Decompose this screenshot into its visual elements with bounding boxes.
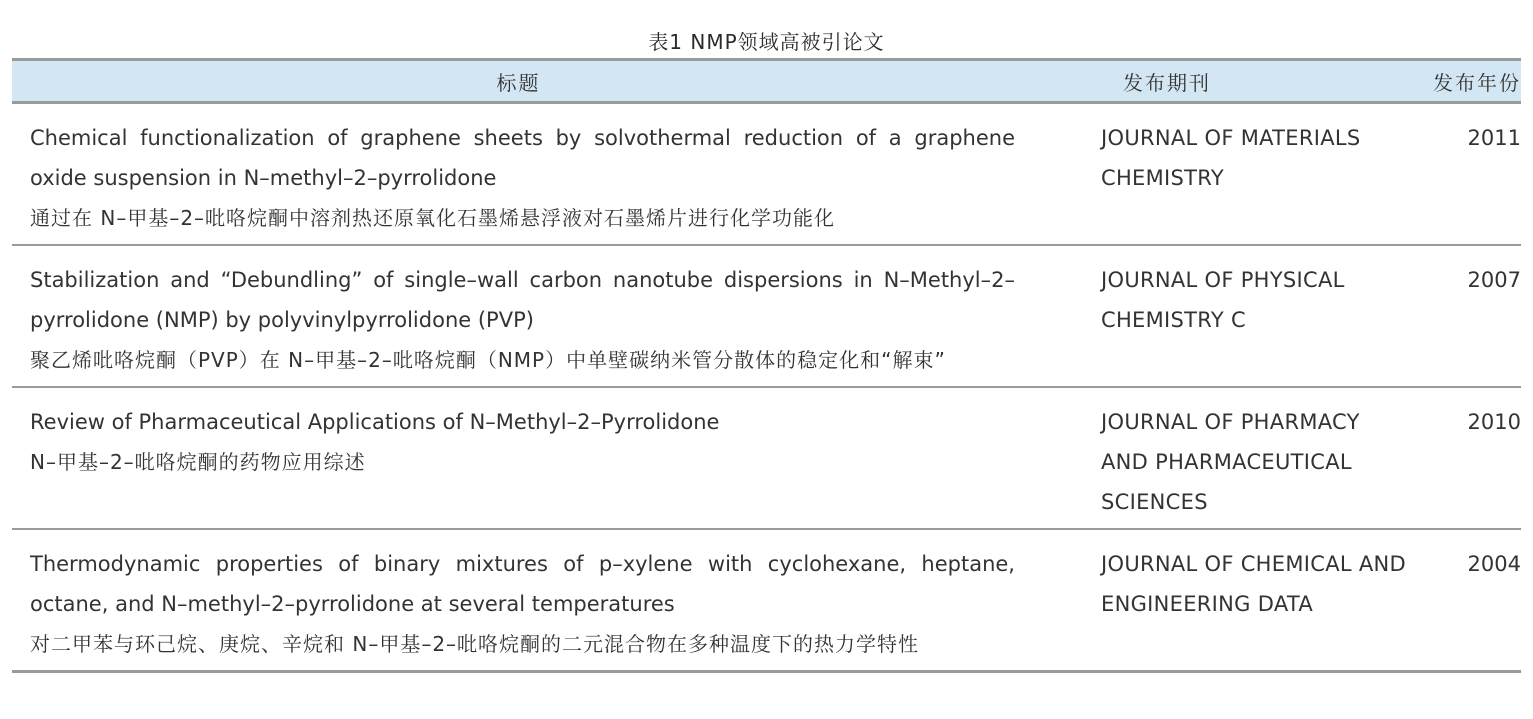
- journal-cell: JOURNAL OF PHYSICAL CHEMISTRY C: [1025, 245, 1418, 387]
- header-title: 标题: [12, 60, 1025, 103]
- table-row: [12, 103, 1521, 246]
- journal-cell: JOURNAL OF PHARMACY AND PHARMACEUTICAL SCIENCES: [1025, 387, 1418, 529]
- title-chinese: 通过在 N–甲基–2–吡咯烷酮中溶剂热还原氧化石墨烯悬浮液对石墨烯片进行化学功能化: [30, 206, 836, 230]
- header-journal: 发布期刊: [1025, 60, 1418, 103]
- header-year: 发布年份: [1418, 60, 1521, 103]
- title-english: Stabilization and “Debundling” of single–wall carbon nanotube dispersions in N–Methyl–2–pyrrolidone (NMP) by polyvinylpyrrolidone (PVP): [30, 268, 1015, 332]
- title-cell: [12, 245, 1025, 387]
- title-chinese: N–甲基–2–吡咯烷酮的药物应用综述: [30, 450, 366, 474]
- highly-cited-papers-table: [12, 58, 1521, 673]
- journal-cell: JOURNAL OF MATERIALS CHEMISTRY: [1025, 103, 1418, 246]
- title-english: Chemical functionalization of graphene sheets by solvothermal reduction of a graphene oxide suspension in N–methyl–2–pyrrolidone: [30, 126, 1015, 190]
- title-english: Thermodynamic properties of binary mixtures of p–xylene with cyclohexane, heptane, octane, and N–methyl–2–pyrrolidone at several temperatures: [30, 552, 1015, 616]
- table-caption: 表1 NMP领域高被引论文: [648, 30, 885, 54]
- table-row: [12, 245, 1521, 387]
- journal-cell: JOURNAL OF CHEMICAL AND ENGINEERING DATA: [1025, 529, 1418, 672]
- year-cell: 2007: [1418, 245, 1521, 387]
- title-cell: [12, 387, 1025, 529]
- year-cell: 2004: [1418, 529, 1521, 672]
- title-chinese: 对二甲苯与环己烷、庚烷、辛烷和 N–甲基–2–吡咯烷酮的二元混合物在多种温度下的热力学特性: [30, 632, 920, 656]
- year-cell: 2010: [1418, 387, 1521, 529]
- table-row: [12, 387, 1521, 529]
- year-cell: 2011: [1418, 103, 1521, 246]
- title-chinese: 聚乙烯吡咯烷酮（PVP）在 N–甲基–2–吡咯烷酮（NMP）中单壁碳纳米管分散体的稳定化和“解束”: [30, 348, 946, 372]
- title-cell: [12, 529, 1025, 672]
- title-cell: [12, 103, 1025, 246]
- title-english: Review of Pharmaceutical Applications of N–Methyl–2–Pyrrolidone: [30, 410, 720, 434]
- table-header-row: [12, 60, 1521, 103]
- table-row: [12, 529, 1521, 672]
